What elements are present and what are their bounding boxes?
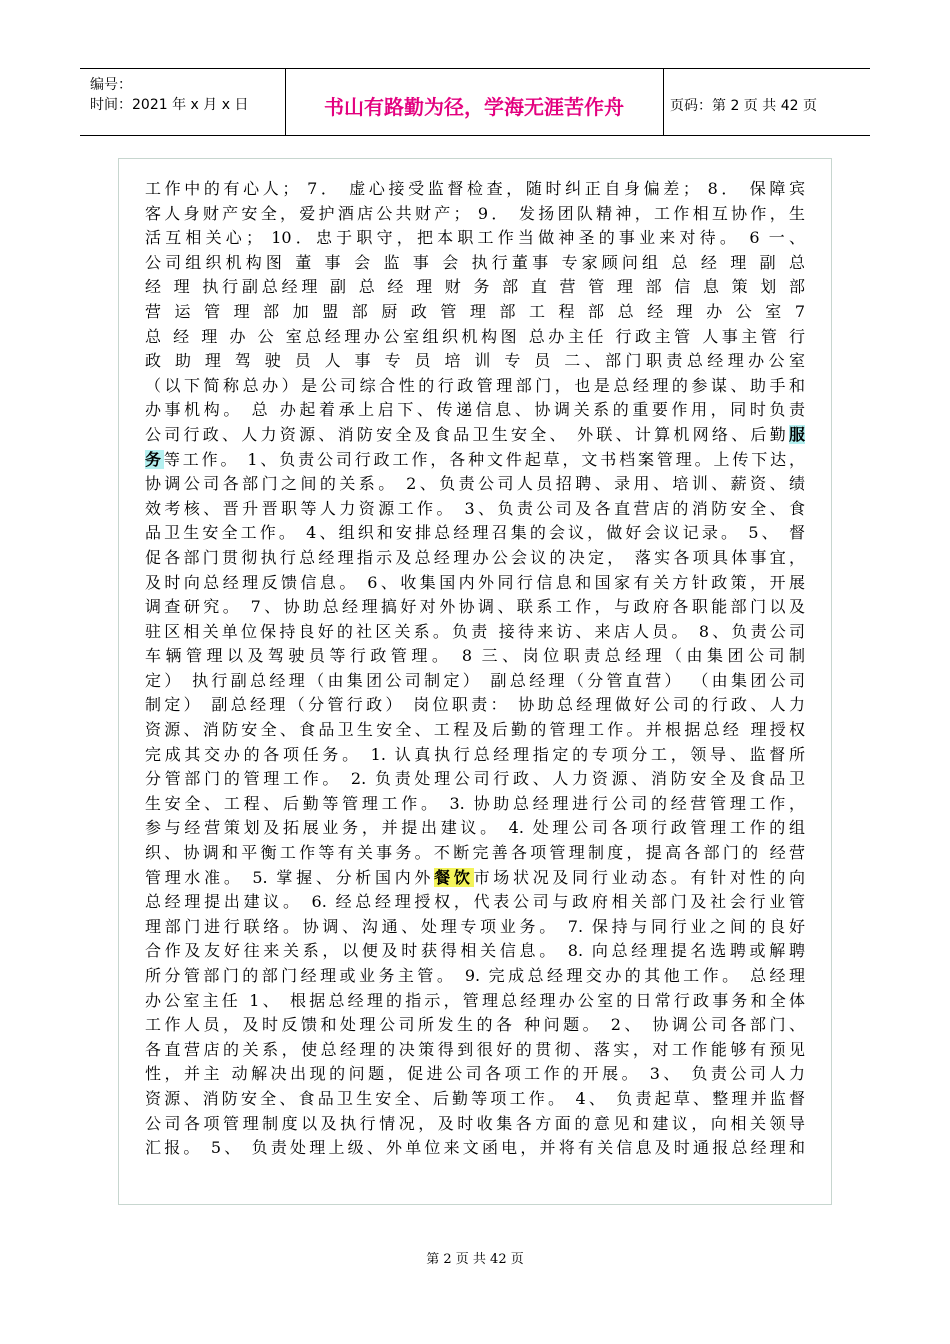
body-text-segment: 客人身财产安全，爱护酒店公共财产； 9． 发扬团队精神，工作相互协作，生 [145, 203, 805, 223]
body-text-line [145, 202, 805, 227]
page-footer: 第 2 页 共 42 页 [426, 1252, 524, 1267]
highlighted-keyword: 餐饮 [434, 867, 474, 887]
body-text-segment: 性，并主 动解决出现的问题，促进公司各项工作的开展。 3、 负责公司人力 [145, 1064, 805, 1084]
body-text-line [145, 866, 805, 891]
body-text-line [145, 423, 805, 448]
body-text-segment: 品卫生安全工作。 4、组织和安排总经理召集的会议，做好会议记录。 5、 督 [145, 523, 805, 543]
body-text-segment: 理部门进行联络。协调、沟通、处理专项业务。 7. 保持与同行业之间的良好 [145, 916, 805, 936]
body-text-segment: 生安全、工程、后勤等管理工作。 3. 协助总经理进行公司的经营管理工作， [145, 793, 805, 813]
body-text-line [145, 1136, 805, 1161]
body-text-segment: 经 理 执行副总经理 副 总 经 理 财 务 部 直 营 管 理 部 信 息 策 划 部 [145, 277, 805, 297]
body-text-line [145, 816, 805, 841]
body-text-segment: 工作人员，及时反馈和处理公司所发生的各 种问题。 2、 协调公司各部门、 [145, 1015, 805, 1035]
body-text-line [145, 890, 805, 915]
body-text-segment: 协调公司各部门之间的关系。 2、负责公司人员招聘、录用、培训、薪资、绩 [145, 474, 805, 494]
body-text-line [145, 325, 805, 350]
body-text-segment: 公司各项管理制度以及执行情况，及时收集各方面的意见和建议，向相关领导 [145, 1113, 805, 1133]
body-text-segment: 管理水准。 5. 掌握、分析国内外 [145, 867, 435, 887]
body-text-line [145, 669, 805, 694]
highlighted-keyword: 务 [145, 449, 164, 469]
body-text-line [145, 521, 805, 546]
body-text-segment: 资源、消防安全、食品卫生安全、后勤等项工作。 4、 负责起草、整理并监督 [145, 1088, 805, 1108]
body-text-segment: 各直营店的关系，使总经理的决策得到很好的贯彻、落实，对工作能够有预见 [145, 1039, 805, 1059]
body-text-segment: 织、协调和平衡工作等有关事务。不断完善各项管理制度，提高各部门的 经营 [145, 843, 805, 863]
document-header [80, 68, 870, 136]
body-text-segment: （以下简称总办）是公司综合性的行政管理部门，也是总经理的参谋、助手和 [145, 375, 805, 395]
body-text-segment: 分管部门的管理工作。 2. 负责处理公司行政、人力资源、消防安全及食品卫 [145, 769, 805, 789]
body-text-line [145, 939, 805, 964]
body-text-line [145, 595, 805, 620]
body-text-segment: 办公室主任 1、 根据总经理的指示，管理总经理办公室的日常行政事务和全体 [145, 990, 805, 1010]
body-text-line [145, 915, 805, 940]
body-text-segment: 所分管部门的部门经理或业务主管。 9. 完成总经理交办的其他工作。 总经理 [145, 966, 805, 985]
body-text-segment: 公司行政、人力资源、消防安全及食品卫生安全、 外联、计算机网络、后勤 [145, 424, 789, 444]
body-text-line [145, 1038, 805, 1063]
header-page-info: 页码：第 2 页 共 42 页 [670, 98, 817, 114]
body-text-segment: 车辆管理以及驾驶员等行政管理。 8 三、岗位职责总经理（由集团公司制 [145, 646, 805, 666]
body-text-line [145, 275, 805, 300]
body-text-line [145, 177, 805, 202]
body-text-line [145, 1112, 805, 1137]
body-text-line [145, 792, 805, 817]
body-text-segment: 办事机构。 总 办起着承上启下、传递信息、协调关系的重要作用，同时负责 [145, 400, 805, 420]
body-text-segment: 活互相关心； 10．忠于职守，把本职工作当做神圣的事业来对待。 6 一、 [145, 228, 805, 248]
body-text-segment: 资源、消防安全、食品卫生安全、工程及后勤的管理工作。并根据总经 理授权 [145, 720, 805, 740]
body-text-segment: 公司组织机构图 董 事 会 监 事 会 执行董事 专家顾问组 总 经 理 副 总 [145, 252, 805, 272]
body-text-segment: 调查研究。 7、协助总经理搞好对外协调、联系工作，与政府各职能部门以及 [145, 597, 805, 617]
body-text-segment: 效考核、晋升晋职等人力资源工作。 3、负责公司及各直营店的消防安全、食 [145, 498, 805, 518]
body-text-line [145, 964, 805, 989]
header-meta-cell [80, 69, 286, 135]
body-text-segment: 及时向总经理反馈信息。 6、收集国内外同行信息和国家有关方针政策，开展 [145, 572, 805, 592]
body-text-segment: 工作中的有心人； 7． 虚心接受监督检查，随时纠正自身偏差； 8． 保障宾 [145, 179, 805, 198]
body-text-line [145, 1087, 805, 1112]
header-motto: 书山有路勤为径，学海无涯苦作舟 [324, 95, 624, 119]
body-text-segment: 政 助 理 驾 驶 员 人 事 专 员 培 训 专 员 二、部门职责总经理办公室 [145, 351, 805, 371]
body-text-line [145, 300, 805, 325]
body-text-line [145, 571, 805, 596]
body-text-segment: 制定） 副总经理（分管行政） 岗位职责： 协助总经理做好公司的行政、人力 [145, 695, 805, 715]
document-number-label: 编号： [90, 77, 132, 93]
header-motto-cell [285, 69, 664, 135]
body-text-segment: 完成其交办的各项任务。 1. 认真执行总经理指定的专项分工，领导、监督所 [145, 744, 805, 764]
body-text-line [145, 251, 805, 276]
body-text-line [145, 546, 805, 571]
body-text-line [145, 226, 805, 251]
document-body [145, 177, 805, 1161]
header-page-cell [664, 69, 870, 135]
body-text-line [145, 841, 805, 866]
body-text-segment: 参与经营策划及拓展业务，并提出建议。 4. 处理公司各项行政管理工作的组 [145, 818, 805, 838]
body-text-line [145, 693, 805, 718]
body-text-line [145, 644, 805, 669]
body-text-segment: 营 运 管 理 部 加 盟 部 厨 政 管 理 部 工 程 部 总 经 理 办 公 室 7 [145, 301, 805, 321]
body-text-segment: 定） 执行副总经理（由集团公司制定） 副总经理（分管直营） （由集团公司 [145, 670, 805, 690]
body-text-line [145, 767, 805, 792]
body-text-segment: 合作及友好往来关系，以便及时获得相关信息。 8. 向总经理提名选聘或解聘 [145, 941, 805, 961]
body-text-line [145, 743, 805, 768]
body-text-line [145, 989, 805, 1014]
body-text-line [145, 398, 805, 423]
body-text-segment: 总经理提出建议。 6. 经总经理授权，代表公司与政府相关部门及社会行业管 [145, 892, 805, 912]
body-text-segment: 促各部门贯彻执行总经理指示及总经理办公会议的决定， 落实各项具体事宜， [145, 547, 805, 567]
body-text-segment: 市场状况及同行业动态。有针对性的向 [473, 867, 805, 887]
highlighted-keyword: 服 [788, 424, 805, 444]
body-text-line [145, 349, 805, 374]
body-text-line [145, 1062, 805, 1087]
body-text-line [145, 497, 805, 522]
body-text-segment: 驻区相关单位保持良好的社区关系。负责 接待来访、来店人员。 8、负责公司 [145, 621, 805, 641]
body-text-line [145, 472, 805, 497]
document-time-label: 时间：2021 年 x 月 x 日 [90, 97, 249, 113]
body-text-segment: 汇报。 5、 负责处理上级、外单位来文函电，并将有关信息及时通报总经理和 [145, 1138, 805, 1158]
body-text-line [145, 718, 805, 743]
body-text-line [145, 620, 805, 645]
body-text-segment: 总 经 理 办 公 室总经理办公室组织机构图 总办主任 行政主管 人事主管 行 [145, 326, 805, 346]
body-text-segment: 等工作。 1、负责公司行政工作，各种文件起草，文书档案管理。上传下达， [163, 449, 805, 469]
body-text-line [145, 374, 805, 399]
body-text-line [145, 1013, 805, 1038]
body-text-line [145, 448, 805, 473]
